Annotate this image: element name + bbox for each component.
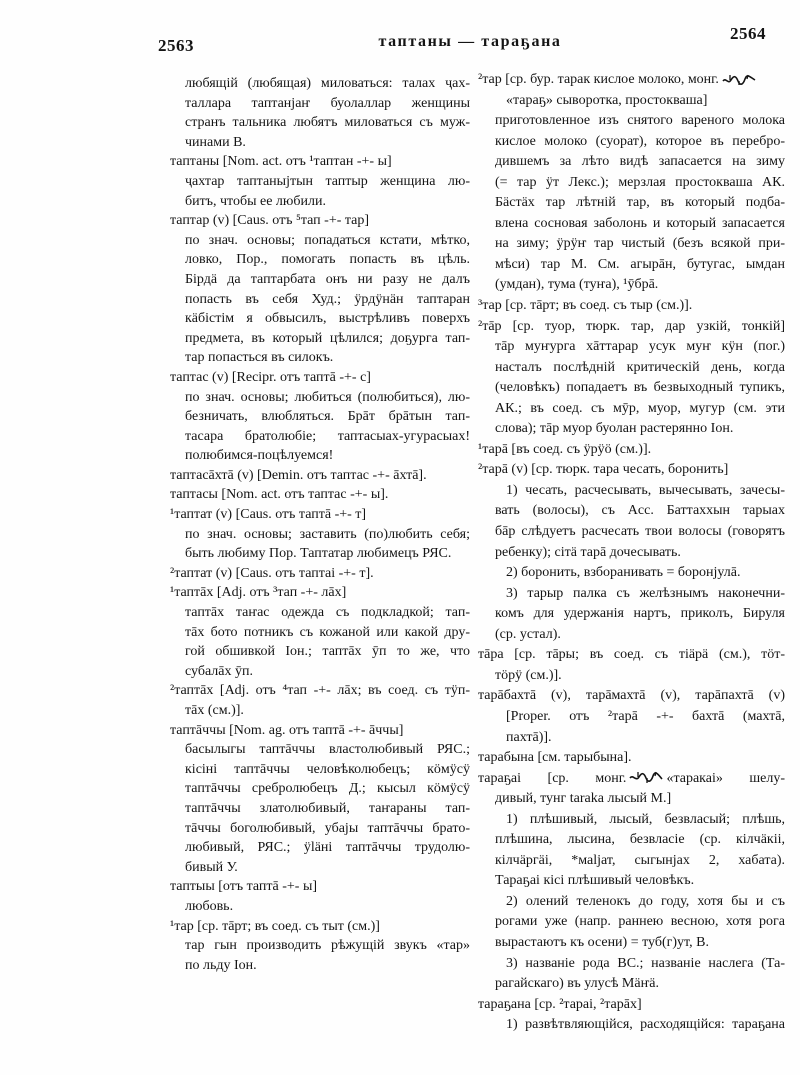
text-line: таптāччы златолюбивый, таҥараны тап- <box>185 800 470 816</box>
text-line: тāх бото потникъ съ кожаной или какой дру- <box>185 624 470 640</box>
text-line: ҷахтар таптаныјтын таптыр женщина лю- <box>185 173 470 189</box>
entry-headword-line: ²тāр [ср. туор, тюрк. тар, дар узкій, тонкій] <box>478 318 785 334</box>
text-line: (ср. устал). <box>495 626 561 642</box>
entry-headword-line: таптасы [Nom. act. отъ таптас -+- ы]. <box>170 487 389 503</box>
sense-line: 2) олений теленокъ до году, хотя бы и съ <box>506 893 785 909</box>
entry-headword-line: ²таптāх [Adj. отъ ⁴тап -+- лāх; въ соед. съ тӱп- <box>170 683 470 699</box>
entry-headword-line: таптасāхтā (v) [Demin. отъ таптас -+- āхтā]. <box>170 467 427 483</box>
entry-headword-line: ¹таптāх [Adj. отъ ³тап -+- лāх] <box>170 585 347 601</box>
entry-headword-line: таптаны [Nom. act. отъ ¹таптан -+- ы] <box>170 154 392 170</box>
text-line: (= тар ӱт Лекс.); мерзлая простокваша АК. <box>495 174 785 190</box>
text-line: кäбістім я обвысилъ, выстрѣливъ поверхъ <box>185 311 470 327</box>
text-line: тāр муҥурга хāттарар усук муҥ кӱн (пог.) <box>495 339 785 355</box>
text-line: «тараҕ» сыворотка, простокваша] <box>506 92 708 108</box>
text-span: «таракаі» шелу- <box>666 770 785 786</box>
text-line: кілчäргäі, *маljат, сыгынјах 2, хабата). <box>495 852 785 868</box>
text-line: битъ, чтобы ее любили. <box>185 193 326 209</box>
text-span: тараҕаі [ср. монг. <box>478 770 627 786</box>
entry-headword-line <box>478 769 785 790</box>
text-line: странъ тальника любятъ миловаться съ муж- <box>185 115 470 131</box>
text-line: мѣси) тар М. См. агырāн, бутугас, ымдан <box>495 256 785 272</box>
text-line: вать (волосы), съ Acc. Баттаххын тарыах <box>495 503 785 519</box>
text-line: АК.; въ соед. съ мӯр, муор, мугур (см. эти <box>495 400 785 416</box>
text-line: любивый, РЯС.; ӱläні таптāччы трудолю- <box>185 840 470 856</box>
entry-headword-line: таптас (v) [Recipr. отъ таптā -+- с] <box>170 369 371 385</box>
text-line: слова); тāр муор буолан растерянно Іон. <box>495 421 734 437</box>
text-line: на зиму; ӱрӱҥ тар чистый (безъ всякой при- <box>495 236 785 252</box>
entry-headword-line: ¹тар [ср. тāрт; въ соед. съ тыт (см.)] <box>170 918 380 934</box>
text-line: Бірдä да таптарбата онъ ни разу не далъ <box>185 271 470 287</box>
text-line: тасара братолюбіе; таптасыах-угурасыах! <box>185 428 470 444</box>
entry-headword-line: ²тарā (v) [ср. тюрк. тара чесать, боронить] <box>478 462 729 478</box>
sense-line: 3) названіе рода ВС.; названіе наслега (Та- <box>506 955 785 971</box>
entry-headword-line: таптар (v) [Caus. отъ ⁵тап -+- тар] <box>170 213 370 229</box>
mongolian-script-word <box>722 73 756 87</box>
text-line: по знач. основы; любиться (полюбиться), лю- <box>185 389 470 405</box>
sense-line: 2) боронить, взборанивать = боронјулā. <box>506 565 741 581</box>
entry-headword-line: тарабына [см. тарыбына]. <box>478 750 632 766</box>
sense-line: 3) тарыр палка съ желѣзнымъ наконечни- <box>506 585 785 601</box>
entry-headword-line: тāра [ср. тāры; въ соед. съ тіäрä (см.), тöт- <box>478 647 785 663</box>
entry-headword-line: тарāбахтā (v), тарāмахтā (v), тарāпахтā (v) <box>478 688 785 704</box>
text-line: предмета, въ который цѣлился; доҕурга тап- <box>185 330 470 346</box>
entry-headword-line <box>478 70 785 91</box>
text-line: ловко, Пор., помогать попасть въ цѣль. <box>185 252 470 268</box>
text-line: таллара таптанјаҥ буолаллар женщины <box>185 95 470 111</box>
text-line: вырастаютъ къ осени) = туб(г)ут, В. <box>495 934 709 950</box>
text-line: пахтā)]. <box>506 729 552 745</box>
text-line: бāр слѣдуетъ расчесать твои волосы (говорятъ <box>495 524 785 540</box>
mongolian-script-word <box>629 771 663 785</box>
text-line: по льду Іон. <box>185 957 257 973</box>
text-line: тöрӱ (см.)]. <box>495 667 562 683</box>
entry-headword-line: ³тар [ср. тāрт; въ соед. съ тыр (см.)]. <box>478 298 693 314</box>
entry-headword-line: ¹тарā [въ соед. съ ӱрӱö (см.)]. <box>478 441 652 457</box>
running-title: таптаны — тараҕана <box>378 33 562 50</box>
entry-headword-line: тараҕана [ср. ²тараі, ²тарāх] <box>478 996 642 1012</box>
text-line: дивый, тунг taraka лысый М.] <box>495 791 672 807</box>
text-line: тар гын производить рѣжущій звукъ «тар» <box>185 938 470 954</box>
sense-line: 1) чесать, расчесывать, вычесывать, зачесы- <box>506 482 785 498</box>
text-line: приготовленное изъ снятого вареного молока <box>495 113 785 129</box>
text-line: быть любиму Пор. Таптатар любимецъ РЯС. <box>185 546 452 562</box>
sense-line: 1) развѣтвляющійся, расходящійся: тараҕана <box>506 1017 785 1033</box>
right-column <box>478 70 785 1036</box>
text-line: (умдан), тума (туҥа), ¹ӯбрā. <box>495 277 659 293</box>
text-line: Бäстäх тар лѣтній тар, въ который подба- <box>495 195 785 211</box>
text-line: таптāх таҥас одежда съ подкладкой; тап- <box>185 605 470 621</box>
text-line: любящій (любящая) миловаться: талах ҷах- <box>185 76 470 91</box>
text-line: полюбимся-поцѣлуемся! <box>185 448 334 464</box>
entry-headword-line: ²таптат (v) [Caus. отъ таптаі -+- т]. <box>170 565 374 581</box>
entry-headword-line: таптыы [отъ таптā -+- ы] <box>170 879 318 895</box>
text-line: чинами В. <box>185 134 246 150</box>
text-line: таптāччы сребролюбецъ Д.; кысыл кöмӱсӱ <box>185 781 470 797</box>
sense-line: 1) плѣшивый, лысый, безвласый; плѣшь, <box>506 811 785 827</box>
text-line: Тараҕаі кісі плѣшивый человѣкъ. <box>495 873 695 889</box>
entry-headword-line: ¹таптат (v) [Caus. отъ таптā -+- т] <box>170 507 367 523</box>
text-line: кісіні таптāччы человѣколюбецъ; кöмӱсӱ <box>185 761 470 777</box>
text-line: комъ для удержанія нартъ, приколъ, Бируля <box>495 606 785 622</box>
text-line: кислое молоко (суорат), которое въ перебро- <box>495 133 785 149</box>
text-line: (человѣкъ) попадаетъ въ безвыходный тупикъ, <box>495 380 785 396</box>
text-line: субалāх ӯп. <box>185 663 253 679</box>
text-line: влена сосновая заболонь и который запасается <box>495 215 785 231</box>
text-line: гой обшивкой Іон.; таптāх ӯп то же, что <box>185 644 470 660</box>
text-line: бивый У. <box>185 859 238 875</box>
text-line: ребенку); сітä тарā дочесывать. <box>495 544 681 560</box>
entry-headword-line: таптāччы [Nom. ag. отъ таптā -+- āччы] <box>170 722 404 738</box>
text-line: безничать, влюбляться. Брāт брāтын тап- <box>185 409 470 425</box>
text-line: тāччы боголюбивый, убајы таптāччы брато- <box>185 820 470 836</box>
text-line: по знач. основы; попадаться кстати, мѣтко, <box>185 232 470 248</box>
text-line: насталъ послѣдній критическій день, когда <box>495 359 785 375</box>
page-number-right: 2564 <box>730 24 766 43</box>
page-number-left: 2563 <box>158 36 194 55</box>
text-line: попасть въ себя Худ.; ӱрдӱнäн таптаран <box>185 291 470 307</box>
left-column <box>170 74 470 975</box>
text-line: дившемъ за лѣто видѣ запасается на зиму <box>495 154 785 170</box>
text-line: тāх (см.)]. <box>185 703 244 718</box>
text-line: по знач. основы; заставить (по)любить себя; <box>185 526 470 542</box>
text-span: ²тар [ср. бур. тарак кислое молоко, монг. <box>478 72 719 87</box>
text-line: басылыгы таптāччы властолюбивый РЯС.; <box>185 742 470 758</box>
text-line: плѣшина, лысина, безвласіе (ср. кілчäкіі, <box>495 832 785 848</box>
text-line: рагайскаго) въ улусѣ Мäҥä. <box>495 976 660 992</box>
text-line: тар попасться въ силокъ. <box>185 350 334 366</box>
text-line: [Proper. отъ ²тарā -+- бахтā (махтā, <box>506 708 785 724</box>
text-line: рогами уже (напр. раннею весною, хотя рога <box>495 914 785 930</box>
text-line: любовь. <box>185 898 234 914</box>
